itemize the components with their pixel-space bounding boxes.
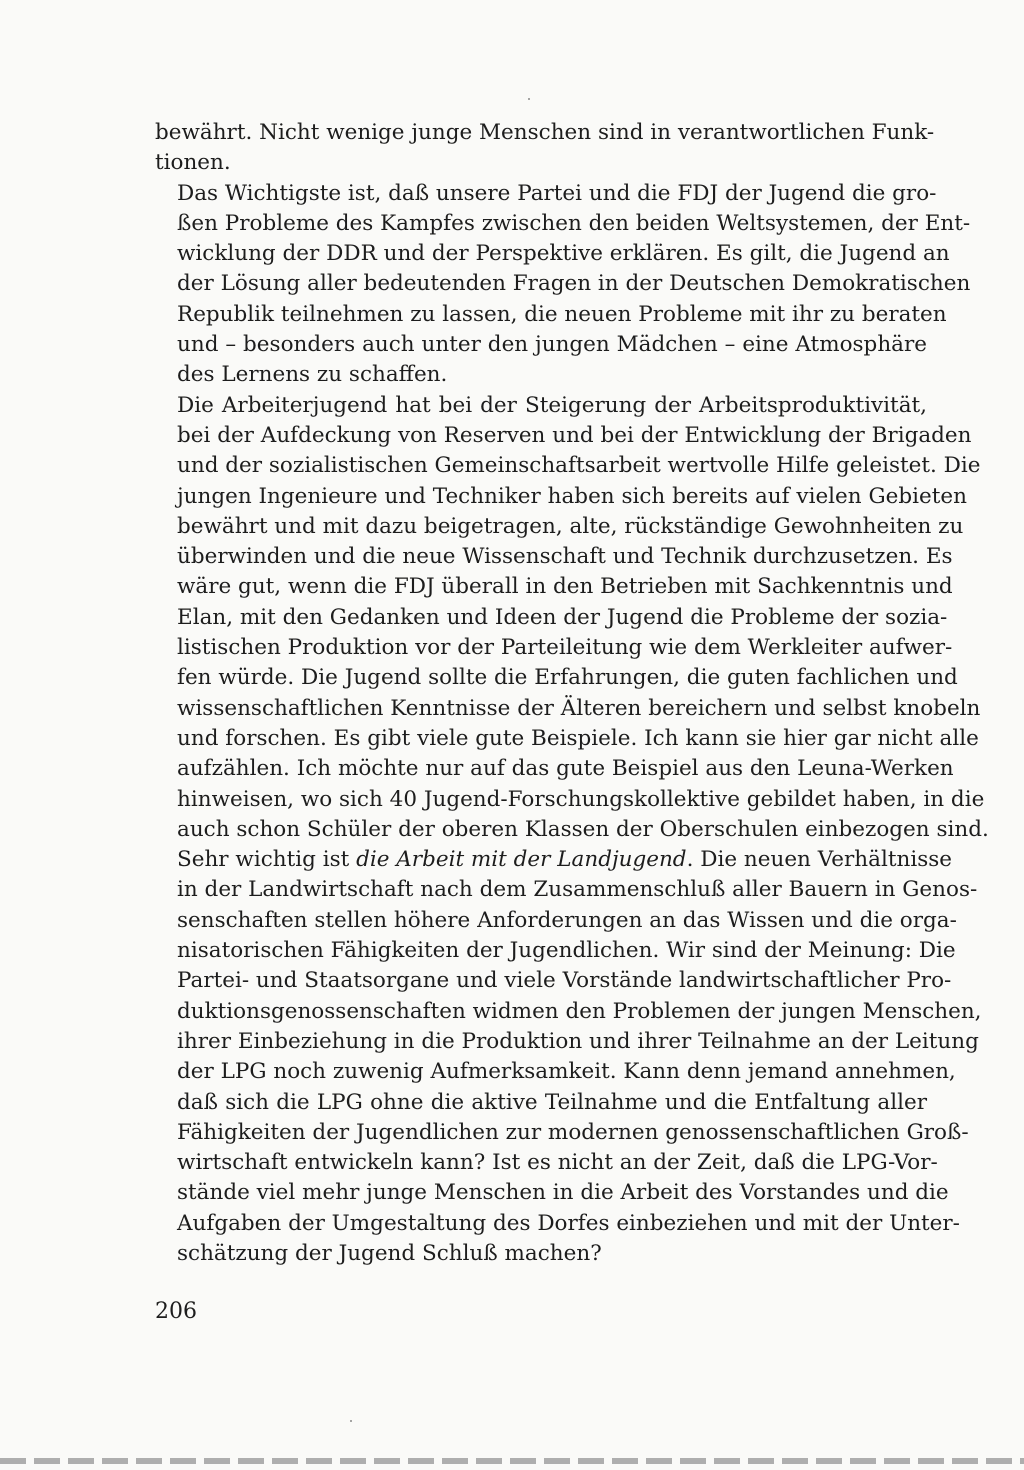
text-line: bei der Aufdeckung von Reserven und bei der Entwicklung der Brigaden: [177, 422, 972, 448]
text-line: Die Arbeiterjugend hat bei der Steigerung der Arbeitsproduktivität,: [177, 392, 927, 418]
text-line: ßen Probleme des Kampfes zwischen den beiden Weltsystemen, der Ent-: [177, 210, 971, 236]
text-run: Sehr wichtig ist: [177, 847, 357, 873]
text-line: nisatorischen Fähigkeiten der Jugendlichen. Wir sind der Meinung: Die: [177, 938, 956, 964]
text-line: listischen Produktion vor der Parteileitung wie dem Werkleiter aufwer-: [177, 635, 953, 661]
text-line: senschaften stellen höhere Anforderungen an das Wissen und die orga-: [177, 907, 957, 933]
paragraph-2: [155, 179, 971, 391]
text-line: ihrer Einbeziehung in die Produktion und ihrer Teilnahme an der Leitung: [177, 1028, 979, 1054]
text-line: hinweisen, wo sich 40 Jugend-Forschungskollektive gebildet haben, in die: [177, 786, 985, 812]
text-line: und der sozialistischen Gemeinschaftsarbeit wertvolle Hilfe geleistet. Die: [177, 453, 981, 479]
text-line: Partei- und Staatsorgane und viele Vorstände landwirtschaftlicher Pro-: [177, 968, 952, 994]
text-line: fen würde. Die Jugend sollte die Erfahrungen, die guten fachlichen und: [177, 665, 958, 691]
scan-speck: [350, 1420, 352, 1422]
scan-speck: [528, 98, 530, 100]
text-line: Das Wichtigste ist, daß unsere Partei und die FDJ der Jugend die gro-: [177, 180, 937, 206]
text-line: überwinden und die neue Wissenschaft und Technik durchzusetzen. Es: [177, 544, 953, 570]
emphasized-phrase: die Arbeit mit der Landjugend: [356, 847, 687, 873]
text-line: Republik teilnehmen zu lassen, die neuen Probleme mit ihr zu beraten: [177, 301, 947, 327]
text-line: Aufgaben der Umgestaltung des Dorfes einbeziehen und mit der Unter-: [177, 1210, 960, 1236]
text-line: wäre gut, wenn die FDJ überall in den Betrieben mit Sachkenntnis und: [177, 574, 953, 600]
text-line: duktionsgenossenschaften widmen den Problemen der jungen Menschen,: [177, 998, 982, 1024]
text-line: auch schon Schüler der oberen Klassen der Oberschulen einbezogen sind.: [177, 816, 989, 842]
paragraph-4: [155, 845, 982, 1269]
text-line: aufzählen. Ich möchte nur auf das gute Beispiel aus den Leuna-Werken: [177, 756, 954, 782]
text-line: daß sich die LPG ohne die aktive Teilnahme und die Entfaltung aller: [177, 1089, 927, 1115]
text-line: wicklung der DDR und der Perspektive erklären. Es gilt, die Jugend an: [177, 241, 950, 267]
text-run: . Die neuen Verhältnisse: [686, 847, 952, 873]
paragraph-1: [155, 118, 935, 179]
text-line: wissenschaftlichen Kenntnisse der Älteren bereichern und selbst knobeln: [177, 695, 981, 721]
scan-edge-mark: [0, 1458, 1024, 1464]
paragraph-3: [155, 391, 989, 845]
text-line: in der Landwirtschaft nach dem Zusammenschluß aller Bauern in Genos-: [177, 877, 978, 903]
text-line: [155, 845, 952, 875]
text-line: bewährt und mit dazu beigetragen, alte, rückständige Gewohnheiten zu: [177, 513, 964, 539]
text-line: tionen.: [155, 150, 231, 176]
text-line: stände viel mehr junge Menschen in die Arbeit des Vorstandes und die: [177, 1180, 949, 1206]
body-text: [155, 118, 989, 1269]
page-number: 206: [155, 1299, 197, 1324]
text-line: Fähigkeiten der Jugendlichen zur modernen genossenschaftlichen Groß-: [177, 1119, 969, 1145]
text-line: und forschen. Es gibt viele gute Beispiele. Ich kann sie hier gar nicht alle: [177, 725, 979, 751]
text-line: des Lernens zu schaffen.: [177, 362, 448, 388]
text-line: jungen Ingenieure und Techniker haben sich bereits auf vielen Gebieten: [177, 483, 967, 509]
text-line: schätzung der Jugend Schluß machen?: [177, 1240, 602, 1266]
text-line: der LPG noch zuwenig Aufmerksamkeit. Kann denn jemand annehmen,: [177, 1059, 956, 1085]
text-line: der Lösung aller bedeutenden Fragen in der Deutschen Demokratischen: [177, 271, 971, 297]
text-line: wirtschaft entwickeln kann? Ist es nicht an der Zeit, daß die LPG-Vor-: [177, 1150, 938, 1176]
text-line: und – besonders auch unter den jungen Mädchen – eine Atmosphäre: [177, 332, 927, 358]
text-line: Elan, mit den Gedanken und Ideen der Jugend die Probleme der sozia-: [177, 604, 948, 630]
text-line: bewährt. Nicht wenige junge Menschen sind in verantwortlichen Funk-: [155, 120, 935, 145]
